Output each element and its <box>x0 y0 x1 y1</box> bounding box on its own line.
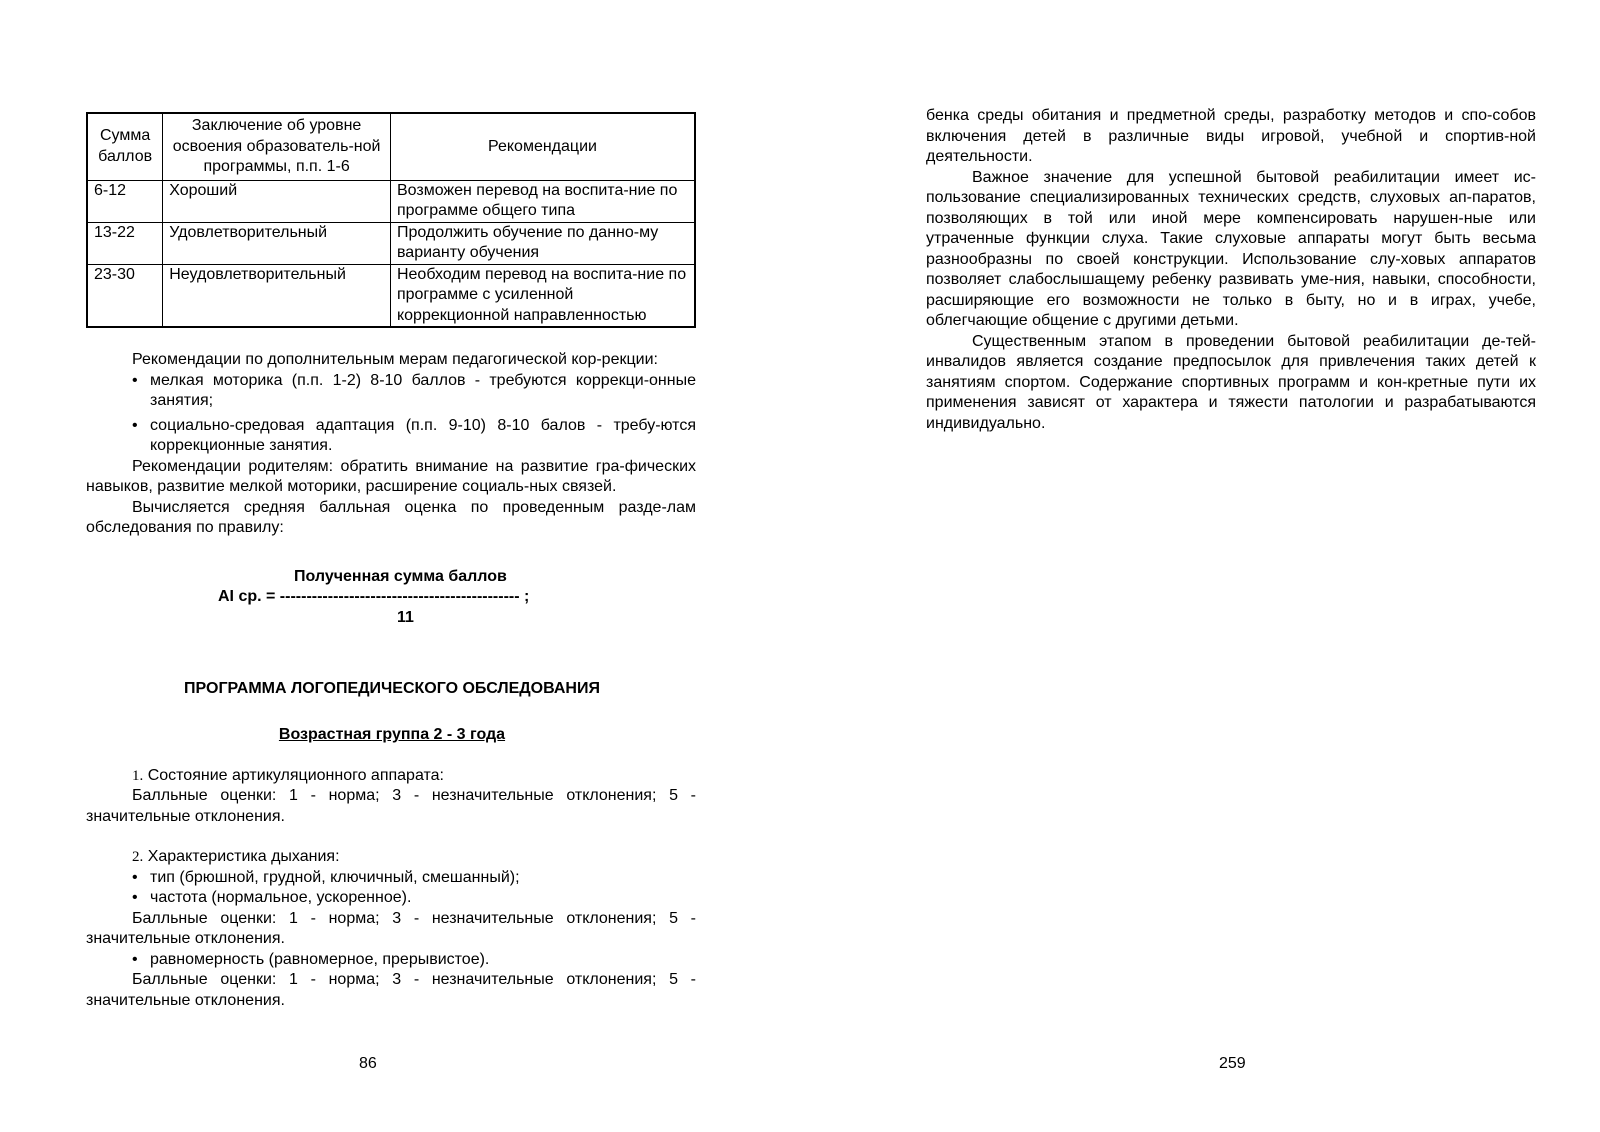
bullet-icon: • <box>132 950 138 968</box>
list-item: • равномерность (равномерное, прерывистое). <box>86 950 696 971</box>
table-row <box>87 180 695 222</box>
left-page <box>86 112 696 1011</box>
formula-numerator: Полученная сумма баллов <box>294 567 507 585</box>
scores-text: Балльные оценки: 1 - норма; 3 - незначительные отклонения; 5 - значительные отклонения. <box>86 909 696 947</box>
cell-recommendation: Необходим перевод на воспита-ние по программе с усиленной коррекционной направленностью <box>390 264 695 327</box>
header-conclusion: Заключение об уровне освоения образователь-ной программы, п.п. 1-6 <box>163 113 391 180</box>
bullet-icon: • <box>132 889 138 906</box>
paragraph-parent-recommendations: Рекомендации родителям: обратить внимание на развитие гра-фических навыков, развитие мелкой моторики, расширение социаль-ных связей. <box>86 457 696 495</box>
page-number-left: 86 <box>359 1055 377 1072</box>
scores-text: Балльные оценки: 1 - норма; 3 - незначительные отклонения; 5 - значительные отклонения. <box>86 787 696 825</box>
header-sum: Сумма баллов <box>87 113 163 180</box>
section-title: ПРОГРАММА ЛОГОПЕДИЧЕСКОГО ОБСЛЕДОВАНИЯ <box>184 679 600 697</box>
formula-lhs: AI ср. = --------------------------------------------- ; <box>218 587 530 605</box>
numbered-item: 2. Характеристика дыхания: <box>132 848 340 865</box>
paragraph-sports: Существенным этапом в проведении бытовой реабилитации де-тей-инвалидов является создание предпосылок для привлечения таких детей к занятиям спортом. Содержание спортивных программ и кон-кретные пути их применения зависят от характера и тяжести патологии и разрабатываются индивидуально. <box>926 332 1536 432</box>
table-row <box>87 264 695 327</box>
bullet-icon: • <box>132 868 138 886</box>
cell-recommendation: Продолжить обучение по данно-му варианту обучения <box>390 222 695 264</box>
cell-level: Удовлетворительный <box>163 222 391 264</box>
scores-text: Балльные оценки: 1 - норма; 3 - незначительные отклонения; 5 - значительные отклонения. <box>86 971 696 1009</box>
cell-sum: 23-30 <box>87 264 163 327</box>
list-item: • мелкая моторика (п.п. 1-2) 8-10 баллов - требуются коррекци-онные занятия; <box>132 371 696 409</box>
cell-sum: 6-12 <box>87 180 163 222</box>
table-row <box>87 222 695 264</box>
table-header-row <box>87 113 695 180</box>
paragraph-correction-measures: Рекомендации по дополнительным мерам педагогической кор-рекции: <box>132 351 658 368</box>
list-item: • тип (брюшной, грудной, ключичный, смешанный); <box>86 868 696 889</box>
paragraph-hearing-aids: Важное значение для успешной бытовой реабилитации имеет ис-пользование специализированных технических средств, слуховых ап-паратов, позволяющих в той или иной мере компенсировать нарушен-ные или утраченные функции слуха. Такие слуховые аппараты могут быть весьма разнообразны по своей конструкции. Использование слу-ховых аппаратов позволяет слабослышащему ребенку развивать уме-ния, навыки, способности, расширяющие его возможности не только в быту, но и в играх, учебе, облегчающие общение с другими детьми. <box>926 168 1536 329</box>
cell-recommendation: Возможен перевод на воспита-ние по программе общего типа <box>390 180 695 222</box>
list-item: • частота (нормальное, ускоренное). <box>86 888 696 909</box>
numbered-item: 1. Состояние артикуляционного аппарата: <box>132 766 444 784</box>
bullet-icon: • <box>132 416 138 434</box>
page-number-right: 259 <box>1219 1055 1246 1072</box>
average-score-formula <box>86 567 696 639</box>
cell-sum: 13-22 <box>87 222 163 264</box>
cell-level: Хороший <box>163 180 391 222</box>
formula-denominator: 11 <box>397 608 414 626</box>
paragraph-average-score: Вычисляется средняя балльная оценка по проведенным разде-лам обследования по правилу: <box>86 498 696 536</box>
score-table <box>86 112 696 328</box>
header-recommendations: Рекомендации <box>390 113 695 180</box>
bullet-icon: • <box>132 371 138 389</box>
right-page <box>926 106 1536 434</box>
list-item: • социально-средовая адаптация (п.п. 9-10) 8-10 балов - требу-ются коррекционные занятия. <box>132 416 696 454</box>
age-group-heading: Возрастная группа 2 - 3 года <box>278 726 506 743</box>
cell-level: Неудовлетворительный <box>163 264 391 327</box>
paragraph-continuation: бенка среды обитания и предметной среды, разработку методов и спо-собов включения детей в различные виды игровой, учебной и спортив-ной деятельности. <box>926 107 1536 165</box>
